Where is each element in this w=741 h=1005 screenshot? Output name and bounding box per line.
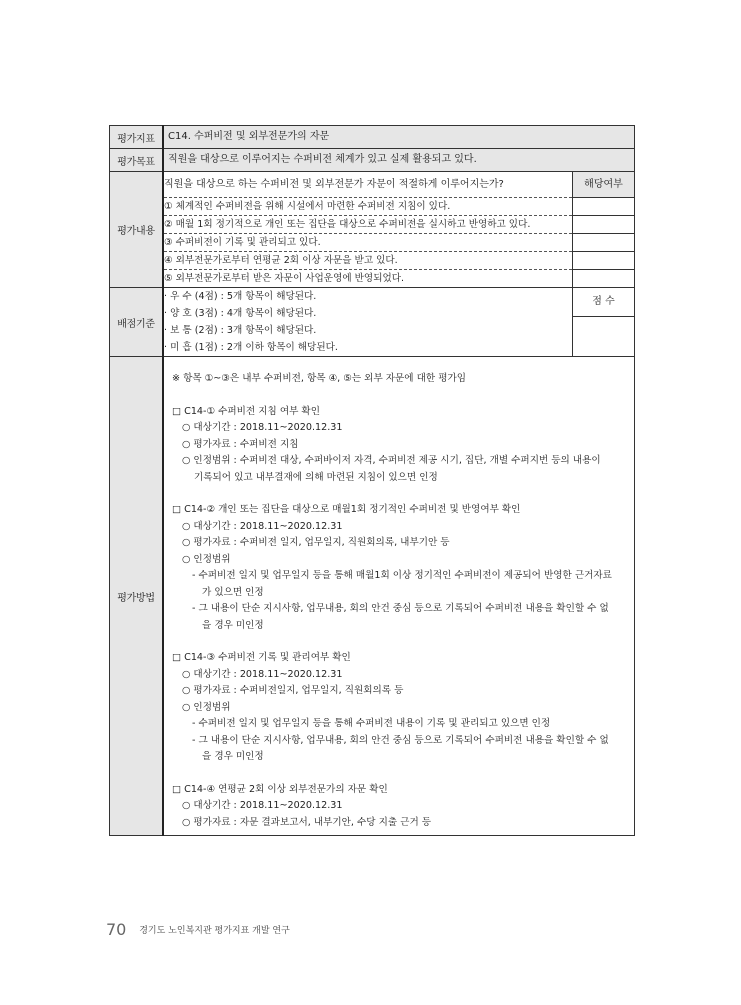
goal-value: 직원을 대상으로 이루어지는 수퍼비전 체계가 있고 실제 활용되고 있다. — [168, 154, 477, 165]
content-item-4: ④ 외부전문가로부터 연평균 2회 이상 자문을 받고 있다. — [164, 252, 573, 270]
content-item-3: ③ 수퍼비전이 기록 및 관리되고 있다. — [164, 234, 573, 252]
s2-detail-1: - 수퍼비전 일지 및 업무일지 등을 통해 매월1회 이상 정기적인 수퍼비전이 제공되어 반영한 근거자료 — [192, 570, 612, 581]
content-item-5: ⑤ 외부전문가로부터 받은 자문이 사업운영에 반영되었다. — [164, 270, 573, 288]
page-footer — [106, 920, 290, 939]
s3-docs: ○ 평가자료 : 수퍼비전일지, 업무일지, 직원회의록 등 — [182, 685, 404, 696]
s2-detail-2-cont: 을 경우 미인정 — [202, 619, 264, 631]
s3-detail-2: - 그 내용이 단순 지시사항, 업무내용, 회의 안건 중심 등으로 기록되어 수퍼비전 내용을 확인할 수 없 — [192, 734, 609, 746]
criteria-label: 배점기준 — [110, 288, 164, 357]
page-number: 70 — [106, 920, 127, 939]
content-item-1: ① 체계적인 수퍼비전을 위해 시설에서 마련한 수퍼비전 지침이 있다. — [164, 198, 573, 216]
s1-range-cont: 기록되어 있고 내부결재에 의해 마련된 지침이 있으면 인정 — [194, 471, 438, 483]
s3-detail-2-cont: 을 경우 미인정 — [202, 751, 264, 762]
criteria-line-2: · 양 호 (3점) : 4개 항목이 해당된다. — [164, 308, 317, 319]
score-header: 점 수 — [573, 288, 635, 317]
s1-title: □ C14-① 수퍼비전 지침 여부 확인 — [172, 405, 320, 417]
content-row — [110, 172, 635, 288]
s4-title: □ C14-④ 연평균 2회 이상 외부전문가의 자문 확인 — [172, 783, 388, 795]
content-question: 직원을 대상으로 하는 수퍼비전 및 외부전문가 자문이 적절하게 이루어지는가? — [164, 179, 504, 190]
answer-cell-1[interactable] — [573, 198, 635, 216]
method-note: ※ 항목 ①~③은 내부 수퍼비전, 항목 ④, ⑤는 외부 자문에 대한 평가임 — [172, 373, 467, 384]
s1-period: ○ 대상기간 : 2018.11~2020.12.31 — [182, 422, 343, 433]
method-row — [110, 357, 635, 836]
s4-period: ○ 대상기간 : 2018.11~2020.12.31 — [182, 800, 343, 811]
criteria-line-3: · 보 통 (2점) : 3개 항목이 해당된다. — [164, 325, 317, 336]
s2-detail-1-cont: 가 있으면 인정 — [202, 586, 264, 598]
answer-cell-3[interactable] — [573, 234, 635, 252]
s2-period: ○ 대상기간 : 2018.11~2020.12.31 — [182, 520, 343, 532]
indicator-label: 평가지표 — [110, 126, 164, 149]
answer-cell-4[interactable] — [573, 252, 635, 270]
evaluation-sheet — [109, 125, 635, 836]
s4-docs: ○ 평가자료 : 자문 결과보고서, 내부기안, 수당 지출 근거 등 — [182, 816, 432, 828]
s3-title: □ C14-③ 수퍼비전 기록 및 관리여부 확인 — [172, 652, 351, 663]
footer-title: 경기도 노인복지관 평가지표 개발 연구 — [139, 926, 290, 936]
indicator-value: C14. 수퍼비전 및 외부전문가의 자문 — [168, 131, 330, 142]
s2-docs: ○ 평가자료 : 수퍼비전 일지, 업무일지, 직원회의록, 내부기안 등 — [182, 537, 450, 548]
answer-header: 해당여부 — [573, 172, 635, 198]
answer-cell-2[interactable] — [573, 216, 635, 234]
goal-row — [110, 149, 635, 172]
criteria-line-1: · 우 수 (4점) : 5개 항목이 해당된다. — [164, 291, 317, 302]
method-body — [164, 357, 634, 835]
goal-label: 평가목표 — [110, 149, 164, 172]
score-cell[interactable] — [573, 317, 635, 357]
s3-period: ○ 대상기간 : 2018.11~2020.12.31 — [182, 668, 343, 680]
s3-detail-1: - 수퍼비전 일지 및 업무일지 등을 통해 수퍼비전 내용이 기록 및 관리되고 있으면 인정 — [192, 718, 551, 729]
indicator-row — [110, 126, 635, 149]
s3-range: ○ 인정범위 — [182, 701, 231, 713]
s1-docs: ○ 평가자료 : 수퍼비전 지침 — [182, 438, 299, 450]
criteria-row — [110, 288, 635, 357]
evaluation-table — [109, 125, 635, 836]
content-item-2: ② 매월 1회 정기적으로 개인 또는 집단을 대상으로 수퍼비전을 실시하고 반영하고 있다. — [164, 216, 573, 234]
content-label: 평가내용 — [110, 172, 164, 288]
s1-range: ○ 인정범위 : 수퍼비전 대상, 수퍼바이저 자격, 수퍼비전 제공 시기, 집단, 개별 수퍼지번 등의 내용이 — [182, 455, 601, 466]
answer-cell-5[interactable] — [573, 270, 635, 288]
s2-title: □ C14-② 개인 또는 집단을 대상으로 매월1회 정기적인 수퍼비전 및 반영여부 확인 — [172, 504, 521, 515]
criteria-line-4: · 미 흡 (1점) : 2개 이하 항목이 해당된다. — [164, 342, 338, 353]
method-label: 평가방법 — [110, 357, 164, 836]
s2-detail-2: - 그 내용이 단순 지시사항, 업무내용, 회의 안건 중심 등으로 기록되어 수퍼비전 내용을 확인할 수 없 — [192, 603, 609, 614]
s2-range: ○ 인정범위 — [182, 553, 231, 565]
